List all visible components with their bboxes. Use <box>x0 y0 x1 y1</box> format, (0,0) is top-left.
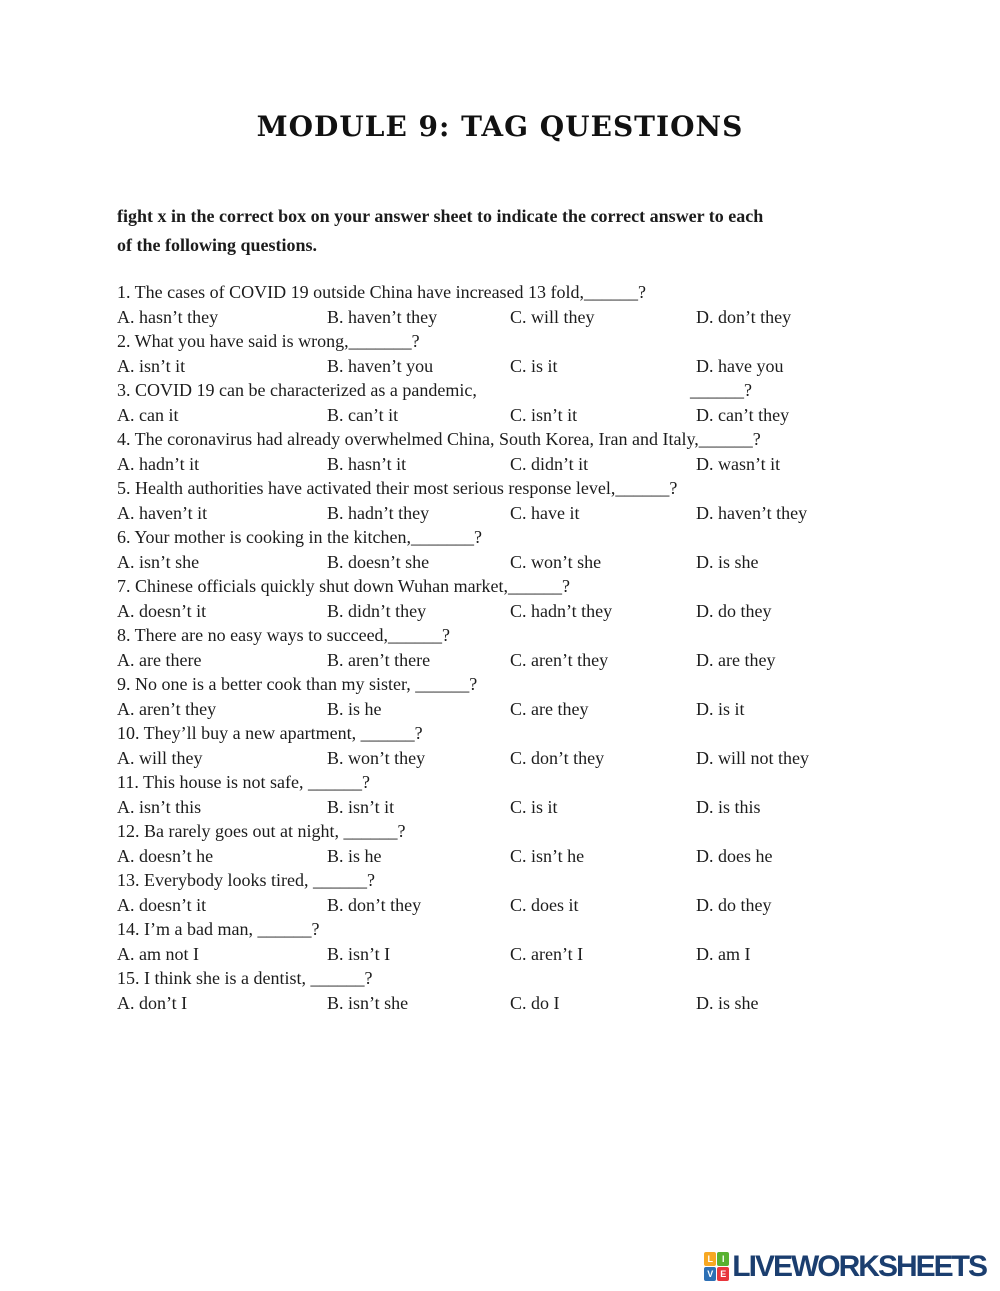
instructions-line-1: fight x in the correct box on your answer sheet to indicate the correct answer to each <box>117 206 764 226</box>
question-sentence: 2. What you have said is wrong,_______? <box>117 331 420 351</box>
option-a[interactable]: A. don’t I <box>117 992 188 1013</box>
option-b[interactable]: B. hasn’t it <box>327 453 407 474</box>
options-row <box>117 697 962 722</box>
option-d[interactable]: D. does he <box>696 845 773 866</box>
question-sentence: 13. Everybody looks tired, ______? <box>117 870 375 890</box>
logo-tile-v: V <box>704 1267 716 1281</box>
option-d[interactable]: D. will not they <box>696 747 809 768</box>
question-text <box>117 770 962 795</box>
option-c[interactable]: C. isn’t he <box>510 845 585 866</box>
page-title: MODULE 9: TAG QUESTIONS <box>256 110 744 143</box>
option-d[interactable]: D. is she <box>696 992 759 1013</box>
question-text <box>117 917 962 942</box>
question-sentence: 12. Ba rarely goes out at night, ______? <box>117 821 406 841</box>
brand-name: LIVEWORKSHEETS <box>732 1250 986 1283</box>
instructions <box>117 202 917 259</box>
option-d[interactable]: D. can’t they <box>696 404 790 425</box>
logo-tile-i: I <box>717 1252 729 1266</box>
option-a[interactable]: A. doesn’t it <box>117 894 207 915</box>
option-d[interactable]: D. wasn’t it <box>696 453 781 474</box>
question-text <box>117 378 962 403</box>
option-a[interactable]: A. hasn’t they <box>117 306 219 327</box>
question-text <box>117 329 962 354</box>
option-d[interactable]: D. is this <box>696 796 761 817</box>
option-c[interactable]: C. hadn’t they <box>510 600 613 621</box>
options-row <box>117 648 962 673</box>
question-text <box>117 623 962 648</box>
option-c[interactable]: C. is it <box>510 796 558 817</box>
options-row <box>117 991 962 1016</box>
options-row <box>117 746 962 771</box>
question-text <box>117 574 962 599</box>
option-d[interactable]: D. am I <box>696 943 751 964</box>
liveworksheets-logo[interactable] <box>704 1251 986 1282</box>
option-a[interactable]: A. will they <box>117 747 203 768</box>
option-c[interactable]: C. isn’t it <box>510 404 578 425</box>
question-sentence: 3. COVID 19 can be characterized as a pandemic, <box>117 380 477 400</box>
question-text <box>117 280 962 305</box>
question-sentence: 14. I’m a bad man, ______? <box>117 919 320 939</box>
option-c[interactable]: C. aren’t I <box>510 943 584 964</box>
option-a[interactable]: A. are there <box>117 649 202 670</box>
option-b[interactable]: B. aren’t there <box>327 649 431 670</box>
option-a[interactable]: A. am not I <box>117 943 199 964</box>
question-sentence: 4. The coronavirus had already overwhelmed China, South Korea, Iran and Italy,______? <box>117 429 761 449</box>
option-a[interactable]: A. isn’t she <box>117 551 200 572</box>
options-row <box>117 305 962 330</box>
option-c[interactable]: C. are they <box>510 698 589 719</box>
option-c[interactable]: C. don’t they <box>510 747 605 768</box>
option-c[interactable]: C. didn’t it <box>510 453 589 474</box>
question-text <box>117 427 962 452</box>
question-sentence: 15. I think she is a dentist, ______? <box>117 968 373 988</box>
option-a[interactable]: A. doesn’t he <box>117 845 214 866</box>
question-sentence: 1. The cases of COVID 19 outside China have increased 13 fold,______? <box>117 282 647 302</box>
logo-tile-l: L <box>704 1252 716 1266</box>
option-b[interactable]: B. doesn’t she <box>327 551 430 572</box>
option-b[interactable]: B. didn’t they <box>327 600 427 621</box>
option-d[interactable]: D. don’t they <box>696 306 792 327</box>
options-row <box>117 452 962 477</box>
question-text <box>117 966 962 991</box>
options-row <box>117 354 962 379</box>
option-a[interactable]: A. doesn’t it <box>117 600 207 621</box>
option-c[interactable]: C. will they <box>510 306 595 327</box>
question-sentence: 10. They’ll buy a new apartment, ______? <box>117 723 423 743</box>
option-d[interactable]: D. is she <box>696 551 759 572</box>
question-sentence: 8. There are no easy ways to succeed,______? <box>117 625 451 645</box>
options-row <box>117 844 962 869</box>
question-text <box>117 525 962 550</box>
question-text <box>117 672 962 697</box>
option-b[interactable]: B. haven’t you <box>327 355 434 376</box>
options-row <box>117 942 962 967</box>
option-a[interactable]: A. isn’t this <box>117 796 202 817</box>
option-a[interactable]: A. hadn’t it <box>117 453 200 474</box>
question-text <box>117 868 962 893</box>
option-b[interactable]: B. can’t it <box>327 404 399 425</box>
option-a[interactable]: A. can it <box>117 404 179 425</box>
option-c[interactable]: C. is it <box>510 355 558 376</box>
question-sentence: 7. Chinese officials quickly shut down Wuhan market,______? <box>117 576 571 596</box>
options-row <box>117 795 962 820</box>
option-b[interactable]: B. haven’t they <box>327 306 438 327</box>
question-blank: ______? <box>690 380 752 400</box>
question-text <box>117 819 962 844</box>
liveworksheets-grid-icon <box>704 1252 729 1281</box>
option-a[interactable]: A. aren’t they <box>117 698 217 719</box>
question-text <box>117 476 962 501</box>
question-sentence: 9. No one is a better cook than my sister, ______? <box>117 674 478 694</box>
option-d[interactable]: D. do they <box>696 894 772 915</box>
option-b[interactable]: B. don’t they <box>327 894 422 915</box>
option-c[interactable]: C. do I <box>510 992 560 1013</box>
question-sentence: 11. This house is not safe, ______? <box>117 772 370 792</box>
option-b[interactable]: B. hadn’t they <box>327 502 430 523</box>
option-d[interactable]: D. are they <box>696 649 776 670</box>
option-d[interactable]: D. have you <box>696 355 784 376</box>
option-d[interactable]: D. is it <box>696 698 745 719</box>
options-row <box>117 893 962 918</box>
options-row <box>117 599 962 624</box>
option-c[interactable]: C. won’t she <box>510 551 602 572</box>
options-row <box>117 550 962 575</box>
option-b[interactable]: B. won’t they <box>327 747 426 768</box>
option-c[interactable]: C. aren’t they <box>510 649 609 670</box>
instructions-line-2: of the following questions. <box>117 234 318 255</box>
option-b[interactable]: B. is he <box>327 698 382 719</box>
logo-tile-e: E <box>717 1267 729 1281</box>
questions-list <box>117 280 962 1015</box>
option-d[interactable]: D. do they <box>696 600 772 621</box>
option-c[interactable]: C. does it <box>510 894 579 915</box>
option-d[interactable]: D. haven’t they <box>696 502 808 523</box>
footer <box>0 1248 1000 1291</box>
options-row <box>117 501 962 526</box>
question-text <box>117 721 962 746</box>
question-sentence: 5. Health authorities have activated their most serious response level,______? <box>117 478 678 498</box>
option-b[interactable]: B. isn’t I <box>327 943 391 964</box>
option-c[interactable]: C. have it <box>510 502 580 523</box>
options-row <box>117 403 962 428</box>
option-b[interactable]: B. isn’t she <box>327 992 409 1013</box>
question-sentence: 6. Your mother is cooking in the kitchen,_______? <box>117 527 482 547</box>
option-b[interactable]: B. isn’t it <box>327 796 395 817</box>
option-a[interactable]: A. haven’t it <box>117 502 208 523</box>
option-a[interactable]: A. isn’t it <box>117 355 186 376</box>
option-b[interactable]: B. is he <box>327 845 382 866</box>
